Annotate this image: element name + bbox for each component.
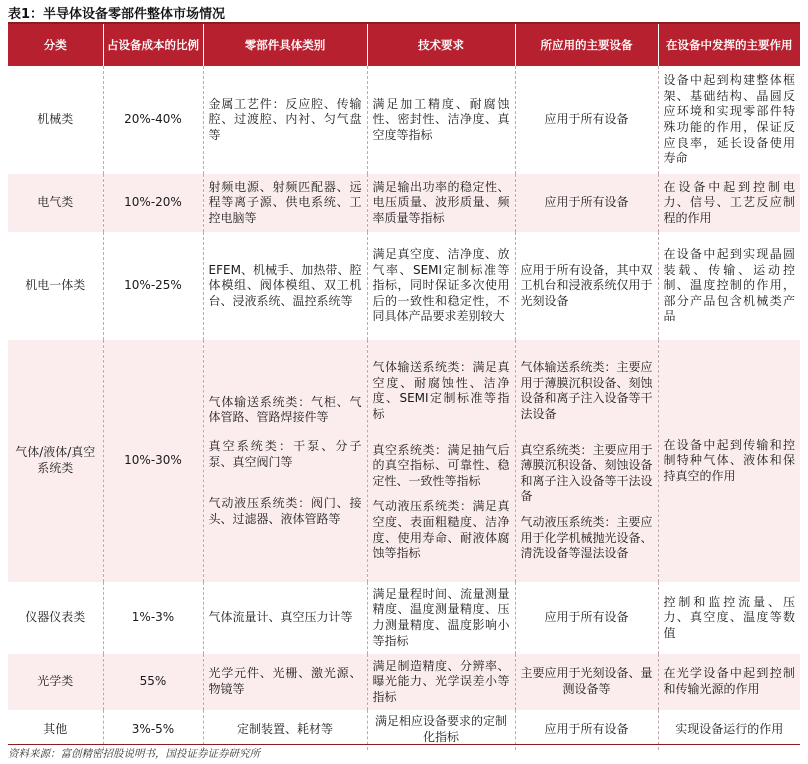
bottom-rule — [8, 744, 800, 745]
cell-category: 机电一体类 — [8, 232, 103, 340]
cell-equipment: 主要应用于光刻设备、量测设备等 — [515, 654, 658, 710]
cell-equipment: 应用于所有设备 — [515, 66, 658, 174]
cell-role: 在设备中起到实现晶圆装载、传输、运动控制、温度控制的作用，部分产品包含机械类产品 — [663, 247, 795, 324]
cell-cost-share: 10%-20% — [103, 174, 203, 232]
equipment-pneumatic-hydraulic: 气动液压系统类：主要应用于化学机械抛光设备、清洗设备等湿法设备 — [520, 514, 653, 561]
cell-role: 实现设备运行的作用 — [675, 722, 784, 737]
parts-vacuum: 真空系统类：干泵、分子泵、真空阀门等 — [208, 438, 362, 469]
cell-cost-share: 3%-5% — [103, 710, 203, 750]
component-market-table — [8, 24, 800, 750]
cell-cost-share: 10%-25% — [103, 232, 203, 340]
tech-pneumatic-hydraulic: 气动液压系统类：满足真空度、表面粗糙度、洁净度、使用寿命、耐液体腐蚀等指标 — [372, 499, 510, 561]
cell-category: 机械类 — [8, 66, 103, 174]
cell-parts — [203, 340, 367, 582]
table-row — [8, 66, 800, 174]
header-tech: 技术要求 — [367, 24, 515, 66]
cell-category: 气体/液体/真空系统类 — [8, 340, 103, 582]
table-row — [8, 174, 800, 232]
cell-category: 仪器仪表类 — [8, 582, 103, 654]
cell-role: 控制和监控流量、压力、真空度、温度等数值 — [663, 594, 795, 640]
cell-cost-share: 20%-40% — [103, 66, 203, 174]
table-row — [8, 582, 800, 654]
cell-tech: 满足加工精度、耐腐蚀性、密封性、洁净度、真空度等指标 — [367, 66, 515, 174]
header-category: 分类 — [8, 24, 103, 66]
cell-tech: 满足制造精度、分辨率、曝光能力、光学误差小等指标 — [367, 654, 515, 710]
header-parts: 零部件具体类别 — [203, 24, 367, 66]
cell-category: 光学类 — [8, 654, 103, 710]
cell-parts: 定制装置、耗材等 — [203, 710, 367, 750]
cell-equipment: 应用于所有设备 — [515, 582, 658, 654]
source-note: 资料来源：富创精密招股说明书，国投证券证券研究所 — [8, 748, 260, 760]
cell-category: 电气类 — [8, 174, 103, 232]
cell-equipment — [515, 340, 658, 582]
cell-cost-share: 55% — [103, 654, 203, 710]
cell-parts: 射频电源、射频匹配器、远程等离子源、供电系统、工控电脑等 — [203, 174, 367, 232]
header-role: 在设备中发挥的主要作用 — [658, 24, 800, 66]
cell-role: 设备中起到构建整体框架、基础结构、晶圆反应环境和实现零部件特殊功能的作用，保证反应良率，延长设备使用寿命 — [663, 73, 795, 166]
cell-equipment: 应用于所有设备，其中双工机台和浸液系统仅用于光刻设备 — [515, 232, 658, 340]
parts-pneumatic-hydraulic: 气动液压系统类：阀门、接头、过滤器、液体管路等 — [208, 496, 362, 526]
cell-parts: 金属工艺件：反应腔、传输腔、过渡腔、内衬、匀气盘等 — [203, 66, 367, 174]
cell-role: 在光学设备中起到控制和传输光源的作用 — [658, 654, 800, 710]
table-header-row — [8, 24, 800, 66]
equipment-gas-delivery: 气体输送系统类：主要应用于薄膜沉积设备、刻蚀设备和离子注入设备等干法设备 — [520, 360, 653, 422]
parts-gas-delivery: 气体输送系统类：气柜、气体管路、管路焊接件等 — [208, 394, 362, 425]
cell-tech — [367, 340, 515, 582]
cell-equipment: 应用于所有设备 — [515, 710, 658, 750]
cell-equipment: 应用于所有设备 — [515, 174, 658, 232]
tech-gas-delivery: 气体输送系统类：满足真空度、耐腐蚀性、洁净度、SEMI定制标准等指标 — [372, 360, 510, 422]
cell-cost-share: 1%-3% — [103, 582, 203, 654]
cell-cost-share: 10%-30% — [103, 340, 203, 582]
table-row — [8, 340, 800, 582]
cell-tech: 满足相应设备要求的定制化指标 — [367, 710, 515, 750]
cell-parts: 光学元件、光栅、激光源、物镜等 — [203, 654, 367, 710]
cell-role: 在设备中起到传输和控制特种气体、液体和保持真空的作用 — [658, 340, 800, 582]
cell-tech: 满足输出功率的稳定性、电压质量、波形质量、频率质量等指标 — [367, 174, 515, 232]
cell-parts: 气体流量计、真空压力计等 — [203, 582, 367, 654]
header-cost-share: 占设备成本的比例 — [103, 24, 203, 66]
cell-role: 在设备中起到控制电力、信号、工艺反应制程的作用 — [658, 174, 800, 232]
cell-category: 其他 — [8, 710, 103, 750]
header-equipment: 所应用的主要设备 — [515, 24, 658, 66]
cell-parts: EFEM、机械手、加热带、腔体模组、阀体模组、双工机台、浸液系统、温控系统等 — [203, 232, 367, 340]
equipment-vacuum: 真空系统类：主要应用于薄膜沉积设备、刻蚀设备和离子注入设备等干法设备 — [520, 442, 653, 504]
table-row — [8, 654, 800, 710]
table-title: 表1：半导体设备零部件整体市场情况 — [8, 7, 226, 22]
cell-tech: 满足真空度、洁净度、放气率、SEMI定制标准等指标，同时保证多次使用后的一致性和稳定性，不同具体产品要求差别较大 — [367, 232, 515, 340]
tech-vacuum: 真空系统类：满足抽气后的真空指标、可靠性、稳定性、一致性等指标 — [372, 442, 510, 488]
cell-tech: 满足量程时间、流量测量精度、温度测量精度、压力测量精度、温度影响小等指标 — [367, 582, 515, 654]
table-row — [8, 232, 800, 340]
